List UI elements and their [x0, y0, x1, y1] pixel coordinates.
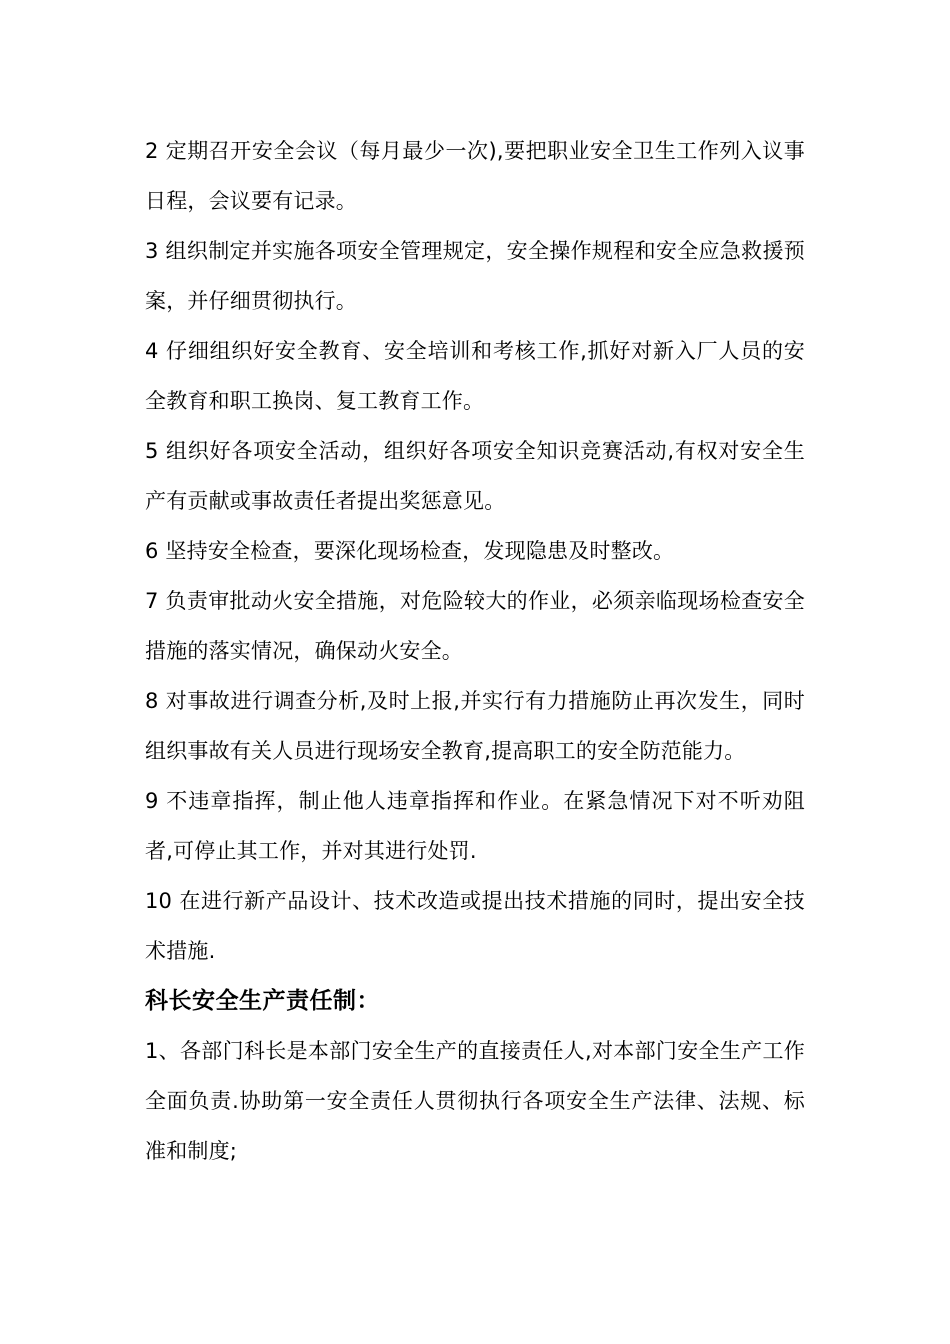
paragraph-item-5: 5 组织好各项安全活动，组织好各项安全知识竞赛活动,有权对安全生产有贡献或事故责任者提出奖惩意见。	[145, 439, 805, 513]
paragraph-item-10: 10 在进行新产品设计、技术改造或提出技术措施的同时，提出安全技术措施.	[145, 889, 805, 963]
document-body	[145, 126, 805, 1176]
paragraph-item-4: 4 仔细组织好安全教育、安全培训和考核工作,抓好对新入厂人员的安全教育和职工换岗、复工教育工作。	[145, 339, 805, 413]
section-paragraph-1: 1、各部门科长是本部门安全生产的直接责任人,对本部门安全生产工作全面负责.协助第一安全责任人贯彻执行各项安全生产法律、法规、标准和制度;	[145, 1039, 805, 1163]
paragraph-item-9: 9 不违章指挥，制止他人违章指挥和作业。在紧急情况下对不听劝阻者,可停止其工作，并对其进行处罚.	[145, 789, 805, 863]
section-heading: 科长安全生产责任制：	[145, 988, 380, 1014]
paragraph-item-7: 7 负责审批动火安全措施，对危险较大的作业，必须亲临现场检查安全措施的落实情况，确保动火安全。	[145, 589, 805, 663]
paragraph-item-8: 8 对事故进行调查分析,及时上报,并实行有力措施防止再次发生，同时组织事故有关人员进行现场安全教育,提高职工的安全防范能力。	[145, 689, 805, 763]
paragraph-item-3: 3 组织制定并实施各项安全管理规定，安全操作规程和安全应急救援预案，并仔细贯彻执行。	[145, 239, 805, 313]
paragraph-item-2: 2 定期召开安全会议（每月最少一次),要把职业安全卫生工作列入议事日程，会议要有记录。	[145, 139, 805, 213]
paragraph-item-6: 6 坚持安全检查，要深化现场检查，发现隐患及时整改。	[145, 539, 675, 563]
